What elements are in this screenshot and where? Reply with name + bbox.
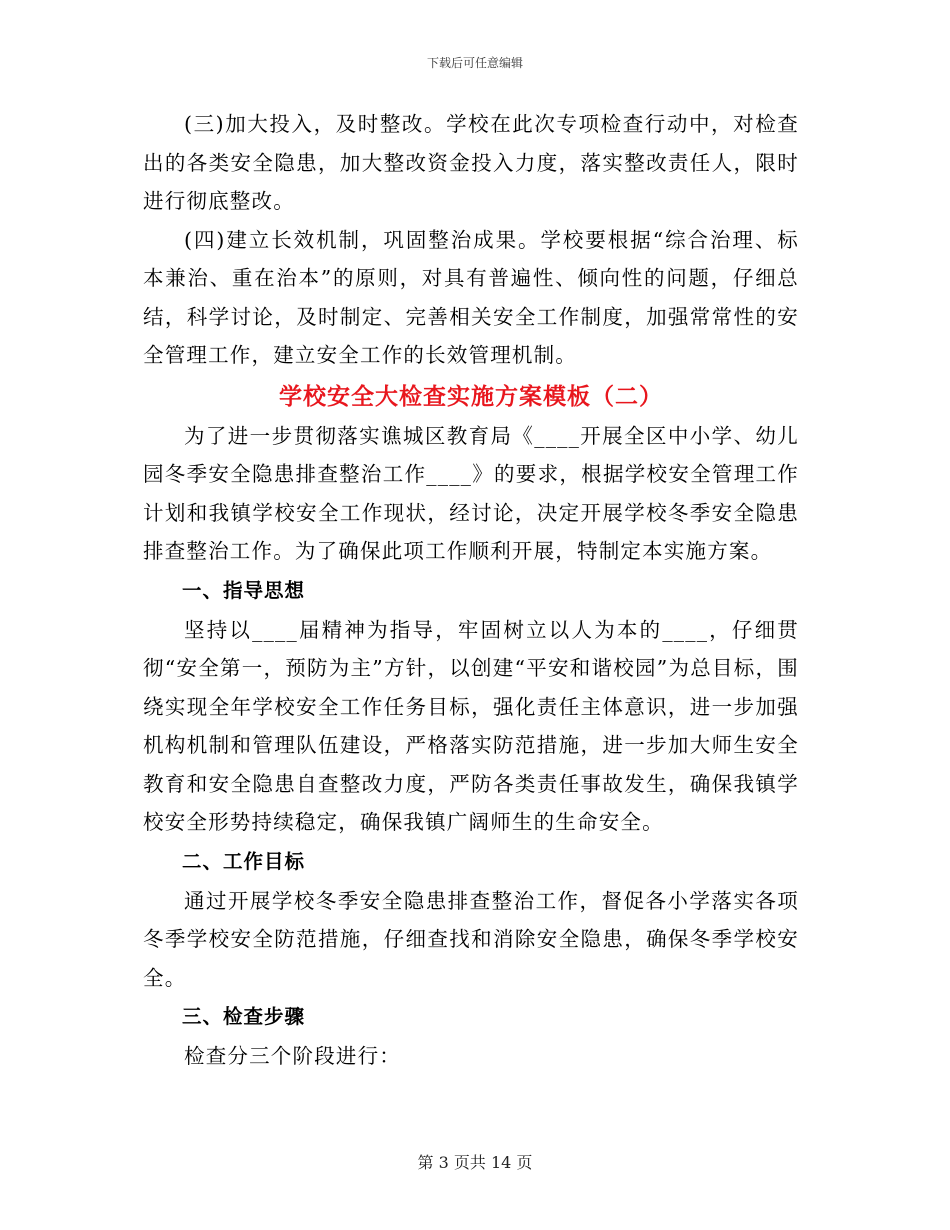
heading-work-goals: 二、工作目标 <box>182 849 306 873</box>
paragraph-rectification: (三)加大投入，及时整改。学校在此次专项检查行动中，对检查出的各类安全隐患，加大整改资金投入力度，落实整改责任人，限时进行彻底整改。 <box>143 112 799 213</box>
header-note: 下载后可任意编辑 <box>426 56 523 70</box>
heading-inspection-steps: 三、检查步骤 <box>182 1005 306 1028</box>
document-body <box>143 105 799 1076</box>
paragraph-work-goals: 通过开展学校冬季安全隐患排查整治工作，督促各小学落实各项冬季学校安全防范措施，仔细查找和消除安全隐患，确保冬季学校安全。 <box>143 888 799 990</box>
paragraph-guiding-ideology: 坚持以____届精神为指导，牢固树立以人为本的____，仔细贯彻“安全第一，预防为主”方针，以创建“平安和谐校园”为总目标，围绕实现全年学校安全工作任务目标，强化责任主体意识，进一步加强机构机制和管理队伍建设，严格落实防范措施，进一步加大师生安全教育和安全隐患自查整改力度，严防各类责任事故发生，确保我镇学校安全形势持续稳定，确保我镇广阔师生的生命安全。 <box>143 617 799 834</box>
page-footer: 第 3 页共 14 页 <box>417 1153 533 1172</box>
section-title: 学校安全大检查实施方案模板（二） <box>279 383 663 410</box>
paragraph-intro: 为了进一步贯彻落实谯城区教育局《____开展全区中小学、幼儿园冬季安全隐患排查整治工作____》的要求，根据学校安全管理工作计划和我镇学校安全工作现状，经讨论，决定开展学校冬季安全隐患排查整治工作。为了确保此项工作顺利开展，特制定本实施方案。 <box>143 423 799 563</box>
heading-guiding-ideology: 一、指导思想 <box>182 578 306 602</box>
paragraph-long-term-mechanism: (四)建立长效机制，巩固整治成果。学校要根据“综合治理、标本兼治、重在治本”的原则，对具有普遍性、倾向性的问题，仔细总结，科学讨论，及时制定、完善相关安全工作制度，加强常常性的安全管理工作，建立安全工作的长效管理机制。 <box>143 227 799 367</box>
paragraph-inspection-steps: 检查分三个阶段进行： <box>184 1044 401 1068</box>
